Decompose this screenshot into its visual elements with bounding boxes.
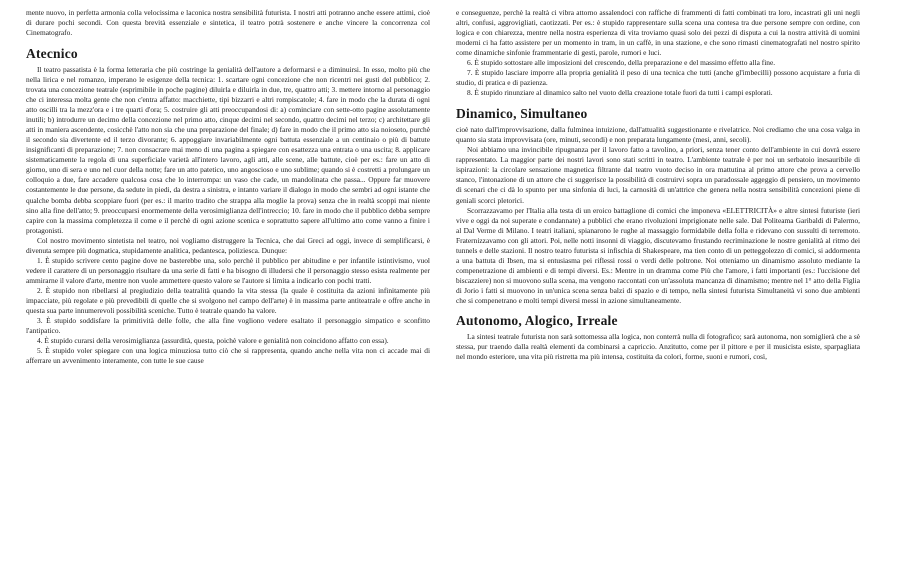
section-title-autonomo-alogico-irreale: Autonomo, Alogico, Irreale [456, 312, 618, 328]
list-item: 2. È stupido non ribellarsi al pregiudizio della teatralità quando la vita stessa (la quale è costituita da azioni infinitamente più impacciate, più regolate e più prevedibili di quelle che si svolgono nel campo dell'arte) è in massima parte antiteatrale e offre anche in questa sua parte innumerevoli possibilità sceniche. Tutto è teatrale quando ha valore. [26, 285, 430, 315]
list-item: 5. È stupido voler spiegare con una logica minuziosa tutto ciò che si rappresenta, quando anche nella vita non ci accade mai di afferrare un avvenimento interamente, con tutte le sue cause [26, 345, 430, 365]
dinamico-paragraph-1: cioè nato dall'improvvisazione, dalla fulminea intuizione, dall'attualità suggestionante e rivelatrice. Noi crediamo che una cosa valga in quanto sia stata improvvisata (ore, minuti, secondi) e non preparata lungamente (mesi, anni, secoli). [456, 125, 860, 145]
list-item: 8. È stupido rinunziare al dinamico salto nel vuoto della creazione totale fuori da tutti i campi esplorati. [467, 88, 773, 98]
dinamico-paragraph-2: Noi abbiamo una invincibile ripugnanza per il lavoro fatto a tavolino, a priori, senza tener conto dell'ambiente in cui dovrà essere rappresentato. La maggior parte dei nostri lavori sono stati scritti in teatro. L'ambiente teatrale è per noi un serbatoio inesauribile di ispirazioni: la circolare sensazione magnetica filtrante dal teatro vuoto deciso in ora mattutina al primo attore che prova a cervello stanco, l'intonazione di un attore che ci suggerisce la possibilità di costruirvi sopra un paradossale aggeggio di pensiero, un movimento di scenari che ci dà lo spunto per una sinfonia di luci, la carnosità di un'attrice che genera nella nostra sensibilità concezioni piene di geniali scorci pletorici. [456, 145, 860, 205]
list-item: 4. È stupido curarsi della verosimiglianza (assurdità, questa, poichè valore e genialità non coincidono affatto con essa). [37, 335, 389, 345]
right-opening-paragraph: e conseguenze, perchè la realtà ci vibra attorno assalendoci con raffiche di frammenti di fatti combinati tra loro, incastrati gli uni negli altri, confusi, aggrovigliati, caotizzati. Per es.: è stupido rappresentare sulla scena una contesa tra due persone sempre con ordine, con logica e con chiarezza, mentre nella nostra esperienza di vita troviamo quasi solo dei pezzi di disputa a cui la nostra attività di uomini moderni ci ha fatto assistere per un momento in tram, in un caffè, in una stazione, e che sono rimasti cinematografati nel nostro spirito come dinamiche sinfonie frammentarie di gesti, parole, rumori e luci. [456, 8, 860, 58]
left-opening-paragraph: mente nuovo, in perfetta armonia colla velocissima e laconica nostra sensibilità futurista. I nostri atti potranno anche essere attimi, cioè di durare pochi secondi. Con questa brevità essenziale e sintetica, il teatro potrà sostenere e anche vincere la concorrenza col Cinematografo. [26, 8, 430, 38]
list-item: 7. È stupido lasciare imporre alla propria genialità il peso di una tecnica che tutti (anche gl'imbecilli) possono acquistare a furia di studio, di pratica e di pazienza. [456, 68, 860, 88]
list-item: 3. È stupido soddisfare la primitività delle folle, che alla fine vogliono vedere esaltato il personaggio simpatico e sconfitto l'antipatico. [26, 315, 430, 335]
dinamico-paragraph-3: Scorrazzavamo per l'Italia alla testa di un eroico battaglione di comici che imponeva «ELETTRICITÀ» e altre sintesi futuriste (ieri vive e oggi da noi superate e condannate) a pubblici che erano rivoluzioni imprigionate nelle sale. Dal Politeama Garibaldi di Palermo, al Dal Verme di Milano. I teatri italiani, spianarono le rughe al massaggio formidabile della folla e ridevano con sussulti di terremoto. Fraternizzavamo con gli attori. Poi, nelle notti insonni di viaggio, discutevamo frustando recriminazione le nostre genialità al ritmo dei tunnels e delle stazioni. Il nostro teatro futurista si infischia di Shakespeare, ma tien conto di un petteggolezzo di comici, si addormenta a una battuta di Ibsen, ma si entusiasma pei riflessi rossi o verdi delle poltrone. Noi otteniamo un dinamismo assoluto mediante la compenetrazione di ambienti e di tempi diversi. Es.: Mentre in un dramma come Più che l'amore, i fatti importanti (es.: l'uccisione del biscazziere) non si muovono sulla scena, ma vengono raccontati con un'assoluta mancanza di dinamismo; mentre nel 1° atto della Figlia di Jorio i fatti si muovono in un'unica scena senza balzi di spazio e di tempo, nella sintesi futurista Simultaneità vi sono due ambienti che si compenetrano e molti tempi diversi messi in azione simultaneamente. [456, 205, 860, 305]
right-column [456, 8, 860, 574]
section-title-dinamico-simultaneo: Dinamico, Simultaneo [456, 106, 588, 122]
atecnico-paragraph-1: Il teatro passatista è la forma letteraria che più costringe la genialità dell'autore a deformarsi e a diminuirsi. In esso, molto più che nella lirica e nel romanzo, imperano le esigenze della tecnica: 1. scartare ogni concezione che non ricentri nei gusti del pubblico; 2. trovata una concezione teatrale (esprimibile in poche pagine) diluirla e diluirla in due, tre, quattro atti; 3. mettere intorno al personaggio che ci interessa molta gente che non c'entra affatto: macchiette, tipi bizzarri e altri rompiscatole; 4. fare in modo che la durata di ogni atto oscilli tra la mezz'ora e i tre quarti d'ora; 5. costruire gli atti preoccupandosi di: a) cominciare con sette-otto pagine assolutamente inutili; b) introdurre un decimo della concezione nel primo atto, cinque decimi nel secondo, quattro decimi nel terzo; c) architettare gli atti in maniera ascendente, cosicchè l'atto non sia che una preparazione del finale; d) fare in modo che il primo atto sia noioseto, purchè il secondo sia divertente ed il terzo divorante; 6. appoggiare invariabilmente ogni battuta essenziale a un centinaio o più di battute insignificanti di preparazione; 7. non consacrare mai meno di una pagina a spiegare con esattezza una entrata o una uscita; 8. applicare sistematicamente la regola di una superficiale varietà all'intero lavoro, agli atti, alle scene, alle battute, cioè per es.: fare un atto di giorno, uno di sera e uno nel cuor della notte; fare un atto patetico, uno angoscioso e uno sublime; quando si è costretti a prolungare un colloquio a due, fare accadere qualcosa cosa che lo interrompa: un vaso che cade, un mandolinata che passa... Oppure far muovere costantemente le due persone, da sedute in piedi, da destra a sinistra, e intanto variare il dialogo in modo che sembri ad ogni istante che qualche bomba debba scoppiare fuori (per es.: il marito tradito che strappa alla moglie la prova) senza che in realtà scoppi mai niente sino alla fine dell'atto; 9. preoccuparsi enormemente della verosimiglianza dell'intreccio; 10. fare in modo che il pubblico debba sempre capire con la massima completezza il come e il perchè di ogni azione scenica e soprattutto sapere all'ultimo atto come vanno a finire i protagonisti. [26, 65, 430, 235]
autonomo-paragraph-1: La sintesi teatrale futurista non sarà sottomessa alla logica, non conterrà nulla di fotografico; sarà autonoma, non somiglierà che a sè stessa, pur traendo dalla realtà elementi da combinarsi a capriccio. Anzitutto, come per il pittore e per il musicista esiste, sparpagliata nel mondo esteriore, una vita più ristretta ma più intensa, costituita da colori, forme, suoni e rumori, così, [456, 331, 860, 361]
section-title-atecnico: Atecnico [26, 46, 78, 62]
atecnico-paragraph-2: Col nostro movimento sintetista nel teatro, noi vogliamo distruggere la Tecnica, che dai Greci ad oggi, invece di semplificarsi, è divenuta sempre più dogmatica, stupidamente analitica, pedantesca, poliziesca. Dunque: [26, 235, 430, 255]
left-column [26, 8, 430, 574]
list-item: 1. È stupido scrivere cento pagine dove ne basterebbe una, solo perchè il pubblico per abitudine e per infantile istintivismo, vuol vedere il carattere di un personaggio risultare da una serie di fatti e ha bisogno di illudersi che il personaggio stesso esista realmente per ammirarne il valore d'arte, mentre non vuole ammettere questo valore se l'autore si limita a indicarlo con pochi tratti. [26, 255, 430, 285]
list-item: 6. È stupido sottostare alle imposizioni del crescendo, della preparazione e del massimo effetto alla fine. [467, 58, 776, 68]
